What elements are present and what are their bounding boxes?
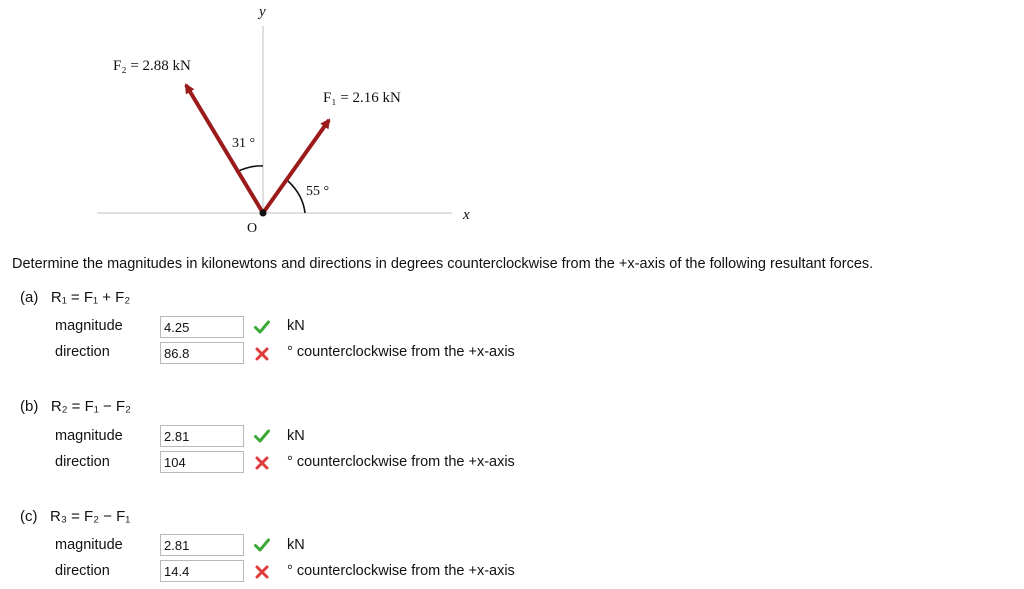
cross-icon [254,455,270,471]
part-a-letter: (a) [20,289,39,306]
part-a-direction-input[interactable]: 86.8 [160,342,244,364]
f1-vector [263,120,329,213]
part-b-letter: (b) [20,398,39,415]
part-a-heading [20,289,130,306]
part-c-equation: R₃ = F₂ − F₁ [50,508,131,525]
part-c-direction-input[interactable]: 14.4 [160,560,244,582]
part-a-magnitude-label: magnitude [55,318,123,334]
angle-label-f2: 31 ° [232,136,256,151]
part-a-magnitude-input[interactable]: 4.25 [160,316,244,338]
check-icon [254,428,270,444]
part-a-equation: R₁ = F₁ + F₂ [50,289,131,306]
part-a-direction-label: direction [55,344,110,360]
origin-point [260,210,267,217]
part-b-magnitude-label: magnitude [55,428,123,444]
y-axis-label: y [259,4,266,20]
part-b-direction-label: direction [55,454,110,470]
f1-label: F₁ = 2.16 kN [323,90,401,106]
force-diagram [0,0,1024,240]
part-c-direction-unit: ° counterclockwise from the +x-axis [287,563,515,579]
cross-icon [254,564,270,580]
part-c-magnitude-unit: kN [287,537,305,553]
part-b-equation: R₂ = F₁ − F₂ [50,398,131,415]
question-prompt: Determine the magnitudes in kilonewtons and directions in degrees counterclockwise from the +x-axis of the following resultant forces. [12,256,874,272]
part-b-magnitude-input[interactable]: 2.81 [160,425,244,447]
x-axis-label: x [463,207,470,223]
part-b-direction-unit: ° counterclockwise from the +x-axis [287,454,515,470]
part-b-direction-input[interactable]: 104 [160,451,244,473]
origin-label: O [247,221,258,236]
part-a-magnitude-unit: kN [287,318,305,334]
check-icon [254,537,270,553]
angle-label-f1: 55 ° [306,184,330,199]
part-c-magnitude-label: magnitude [55,537,123,553]
part-a-direction-unit: ° counterclockwise from the +x-axis [287,344,515,360]
angle-arc-f1 [288,181,305,213]
part-b-magnitude-unit: kN [287,428,305,444]
cross-icon [254,346,270,362]
f2-label: F₂ = 2.88 kN [113,58,191,74]
part-c-letter: (c) [20,508,38,525]
part-c-direction-label: direction [55,563,110,579]
part-b-heading [20,398,131,415]
part-c-heading [20,508,130,525]
part-c-magnitude-input[interactable]: 2.81 [160,534,244,556]
check-icon [254,319,270,335]
